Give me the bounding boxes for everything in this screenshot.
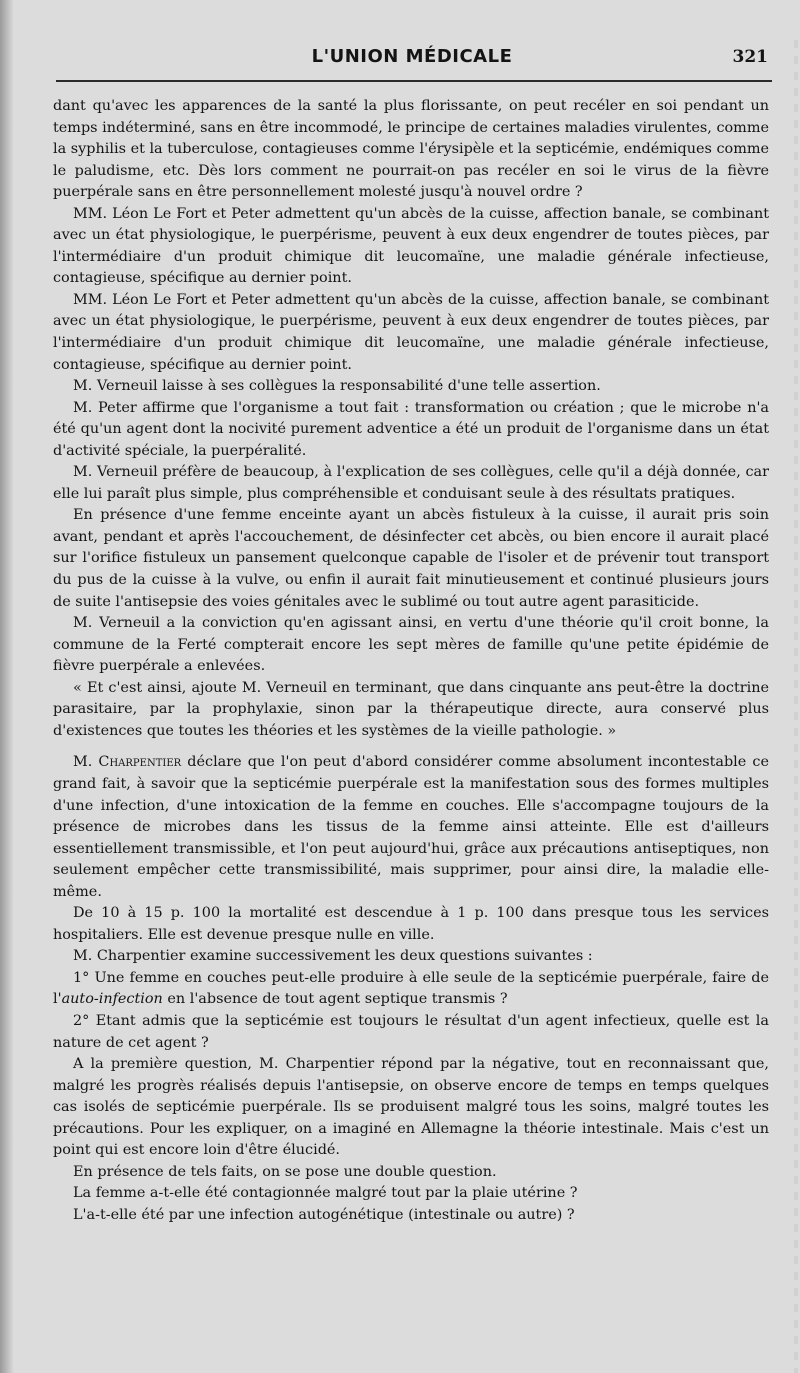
paragraph-text: déclare que l'on peut d'abord considérer comme absolument incontestable ce grand fait, à savoir que la septicémie puerpérale est la manifestation sous des formes multiples d'une infection, d'une intoxication de la femme en couches. Elle s'accompagne toujours de la présence de microbes dans les tissus de la femme ainsi atteinte. Elle est d'ailleurs essentiellement transmissible, et l'on peut aujourd'hui, grâce aux précautions antiseptiques, non seulement empêcher cette transmissibilité, mais supprimer, pour ainsi dire, la maladie elle-même. <box>53 754 769 900</box>
italic-term: auto-infection <box>61 991 163 1008</box>
paragraph: A la première question, M. Charpentier répond par la négative, tout en reconnaissant que, malgré les progrès réalisés depuis l'antisepsie, on observe encore de temps en temps quelques cas isolés de septicémie puerpérale. Ils se produisent malgré tous les soins, malgré toutes les précautions. Pour les expliquer, on a imaginé en Allemagne la théorie intestinale. Mais c'est un point qui est encore loin d'être élucidé. <box>53 1056 769 1159</box>
paragraph: En présence d'une femme enceinte ayant un abcès fistuleux à la cuisse, il aurait pris soin avant, pendant et après l'accouchement, de désinfecter cet abcès, ou bien encore il aurait placé sur l'orifice fistuleux un pansement quelconque capable de l'isoler et de prévenir tout transport du pus de la cuisse à la vulve, ou enfin il aurait fait minutieusement et continué plusieurs jours de suite l'antisepsie des voies génitales avec le sublimé ou tout autre agent parasiticide. <box>53 507 769 610</box>
paragraph: MM. Léon Le Fort et Peter admettent qu'un abcès de la cuisse, affection banale, se combinant avec un état physiologique, le puerpérisme, peuvent à eux deux engendrer de toutes pièces, par l'intermédiaire d'un produit chimique dit leucomaïne, une maladie générale infectieuse, contagieuse, spécifique au dernier point. <box>53 291 769 373</box>
body-text <box>53 96 769 1226</box>
running-title: L'UNION MÉDICALE <box>311 46 513 67</box>
speaker-name: M. Charpentier <box>73 754 182 771</box>
paragraph: M. Peter affirme que l'organisme a tout fait : transformation ou création ; que le microbe n'a été qu'un agent dont la nocivité purement adventice a été un produit de l'organisme dans un état d'activité spéciale, la puerpéralité. <box>53 399 769 459</box>
page-number: 321 <box>732 47 768 67</box>
page-edge-shadow <box>794 40 798 1373</box>
page-header <box>56 46 768 76</box>
paragraph: La femme a-t-elle été contagionnée malgré tout par la plaie utérine ? <box>73 1185 578 1202</box>
paragraph: 2° Etant admis que la septicémie est toujours le résultat d'un agent infectieux, quelle est la nature de cet agent ? <box>53 1012 769 1051</box>
paragraph <box>53 752 769 903</box>
paragraph: dant qu'avec les apparences de la santé la plus florissante, on peut recéler en soi pendant un temps indéterminé, sans en être incommodé, le principe de certaines maladies virulentes, comme la syphilis et la tuberculose, contagieuses comme l'érysipèle et la septicémie, endémiques comme le paludisme, etc. Dès lors comment ne pourrait-on pas recéler en soi le virus de la fièvre puerpérale sans en être personnellement molesté jusqu'à nouvel ordre ? <box>53 98 769 201</box>
paragraph: MM. Léon Le Fort et Peter admettent qu'un abcès de la cuisse, affection banale, se combinant avec un état physiologique, le puerpérisme, peuvent à eux deux engendrer de toutes pièces, par l'intermédiaire d'un produit chimique dit leucomaïne, une maladie générale infectieuse, contagieuse, spécifique au dernier point. <box>53 205 769 287</box>
paragraph: M. Verneuil laisse à ses collègues la responsabilité d'une telle assertion. <box>73 378 601 395</box>
paragraph: « Et c'est ainsi, ajoute M. Verneuil en terminant, que dans cinquante ans peut-être la doctrine parasitaire, par la prophylaxie, sinon par la thérapeutique directe, aura conservé plus d'existences que toutes les théories et les systèmes de la vieille pathologie. » <box>53 679 769 739</box>
header-rule <box>56 80 772 82</box>
paragraph: En présence de tels faits, on se pose une double question. <box>73 1163 497 1180</box>
paragraph: M. Verneuil a la conviction qu'en agissant ainsi, en vertu d'une théorie qu'il croit bonne, la commune de la Ferté compterait encore les sept mères de famille qu'une petite épidémie de fièvre puerpérale a enlevées. <box>53 615 769 675</box>
paragraph: M. Verneuil préfère de beaucoup, à l'explication de ses collègues, celle qu'il a déjà donnée, car elle lui paraît plus simple, plus compréhensible et conduisant seule à des résultats pratiques. <box>53 464 769 502</box>
paragraph: M. Charpentier examine successivement les deux questions suivantes : <box>73 948 593 965</box>
paragraph: L'a-t-elle été par une infection autogénétique (intestinale ou autre) ? <box>73 1206 575 1223</box>
paragraph: De 10 à 15 p. 100 la mortalité est descendue à 1 p. 100 dans presque tous les services hospitaliers. Elle est devenue presque nulle en ville. <box>53 905 769 943</box>
paragraph: 1° Une femme en couches peut-elle produire à elle seule de la septicémie puerpérale, faire de l'auto-infection en l'absence de tout agent septique transmis ? <box>53 969 769 1008</box>
